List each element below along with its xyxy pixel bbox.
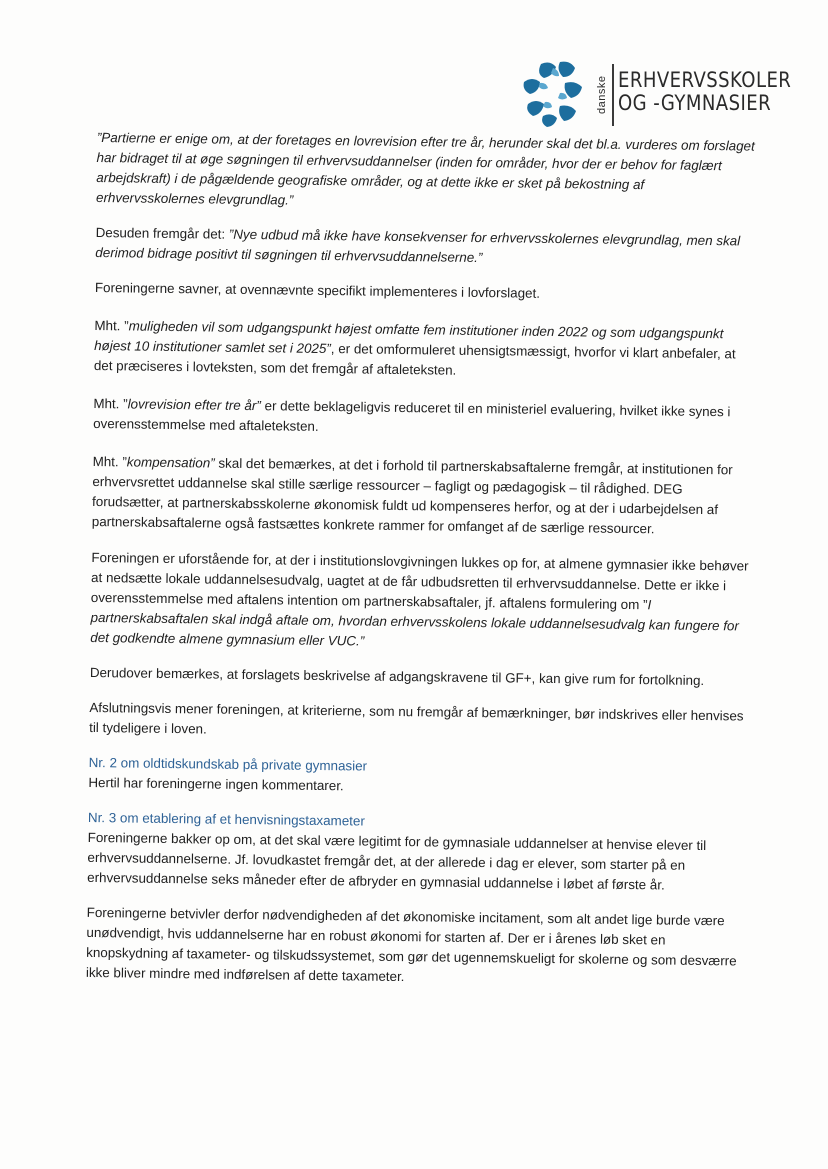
paragraph-implementation [95,278,755,307]
logo-title-line-1: ERHVERVSSKOLER [618,68,792,92]
paragraph-quote-text: ”Partierne er enige om, at der foretages en lovrevision efter tre år, herunder skal det bl.a. vurderes om forslaget har bidraget til at øge søgningen til erhvervsuddannelser (inden for områder, hvor der er behov for faglært arbejdskraft) i de pågældende geografiske områder, og at dette ikke er sket på bekostning af erhvervsskolernes elevgrundlag.” [95,129,755,208]
paragraph-institution-limits [94,316,755,385]
paragraph-education-committees [90,548,751,657]
paragraph-lead-text: Mht. ” [92,453,127,470]
paragraph-quote-text: muligheden vil som udgangspunkt højest omfatte fem institutioner inden 2022 og som udgangspunkt højest 10 institutioner samlet set i 2025” [94,318,724,357]
section-paragraph: Hertil har foreningerne ingen kommentarer. [88,774,344,794]
section-paragraph: Foreningerne betvivler derfor nødvendigheden af det økonomiske incitament, som alt andet lige burde være unødvendigt, hvis uddannelserne har en robust økonomi for starten af. Der er i årenes løb sket en knopskydning af taxameter- og tilskudssystemet, som gør det ugennemskueligt for skolerne og som desværre ikke bliver mindre med indførelsen af dette taxameter. [85,904,737,985]
paragraph-tail-text: skal det bemærkes, at det i forhold til partnerskabsaftalerne fremgår, at institutionen for erhvervsrettet uddannelse skal stille særlige ressourcer – fagligt og pædagogisk – til rådighed. DEG forudsætter, at partnerskabsskolerne økonomisk fuldt ud kompenseres herfor, og at der i udarbejdelsen af partnerskabsaftalerne også fastsættes konkrete rammer for omfanget af de særlige ressourcer. [91,455,733,537]
paragraph-agreement-quote [96,128,757,217]
paragraph-law-revision [93,394,753,443]
paragraph-tail-text: , er det omformuleret uhensigtsmæssigt, hvorfor vi klart anbefaler, at det præciseres i lovteksten, som det fremgår af aftaleteksten. [93,341,736,378]
logo-mark-icon [520,58,586,128]
paragraph-lead-text: Afslutningsvis mener foreningen, at kriterierne, som nu fremgår af bemærkninger, bør indskrives eller henvises til tydeligere i loven. [89,699,744,737]
organization-logo [520,58,790,130]
logo-danske-text: danske [596,75,608,115]
paragraph-quote-text: ”Nye udbud må ikke have konsekvenser for erhvervsskolernes elevgrundlag, men skal derimod bidrage positivt til søgningen til erhvervsuddannelserne.” [95,226,741,266]
paragraph-compensation [92,452,753,541]
paragraph-lead-text: Derudover bemærkes, at forslagets beskrivelse af adgangskravene til GF+, kan give rum for fortolkning. [89,664,705,688]
section-referral-taximeter [86,808,748,992]
section-paragraph: Foreningerne bakker op om, at det skal være legitimt for de gymnasiale uddannelser at henvise elever til erhvervsuddannelserne. Jf. lovudkastet fremgår det, at der allerede i dag er elever, som starter på en erhvervsuddannelse seks måneder efter de afbryder en gymnasial uddannelse i løbet af første år. [87,829,707,893]
paragraph-new-offers [95,223,755,272]
paragraph-quote-text: lovrevision efter tre år” [127,396,261,414]
document-body [86,128,757,1007]
paragraph-quote-text: kompensation” [126,454,215,471]
paragraph-lead-text: Foreningerne savner, at ovennævnte specifikt implementeres i lovforslaget. [94,279,541,301]
paragraph-lead-text: Mht. ” [94,317,129,334]
paragraph-tail-text: er dette beklageligvis reduceret til en ministeriel evaluering, hvilket ikke synes i overensstemmelse med aftaleteksten. [93,398,731,434]
paragraph-lead-text: Mht. ” [93,395,128,412]
paragraph-quote-text: I partnerskabsaftalen skal indgå aftale om, hvordan erhvervsskolens lokale uddannelsesudvalg kan fungere for det godkendte almene gymnasium eller VUC.” [90,597,739,649]
paragraph-admission-requirements [90,663,750,692]
logo-title-line-2: OG -GYMNASIER [618,91,772,115]
paragraph-lead-text: Desuden fremgår det: [95,224,229,242]
paragraph-conclusion [89,698,749,747]
section-heading: Nr. 3 om etablering af et henvisningstaxameter [87,809,365,829]
section-heading: Nr. 2 om oldtidskundskab på private gymnasier [88,754,368,774]
logo-divider [612,64,614,126]
paragraph-lead-text: Foreningen er uforstående for, at der i institutionslovgivningen lukkes op for, at almene gymnasier ikke behøver at nedsætte lokale uddannelsesudvalg, uagtet at de får udbudsretten til erhvervsuddannelse. Dette er ikke i overensstemmelse med aftalens intention om partnerskabsaftaler, jf. aftalens formulering om ” [90,549,749,613]
section-ancient-studies [88,753,748,802]
